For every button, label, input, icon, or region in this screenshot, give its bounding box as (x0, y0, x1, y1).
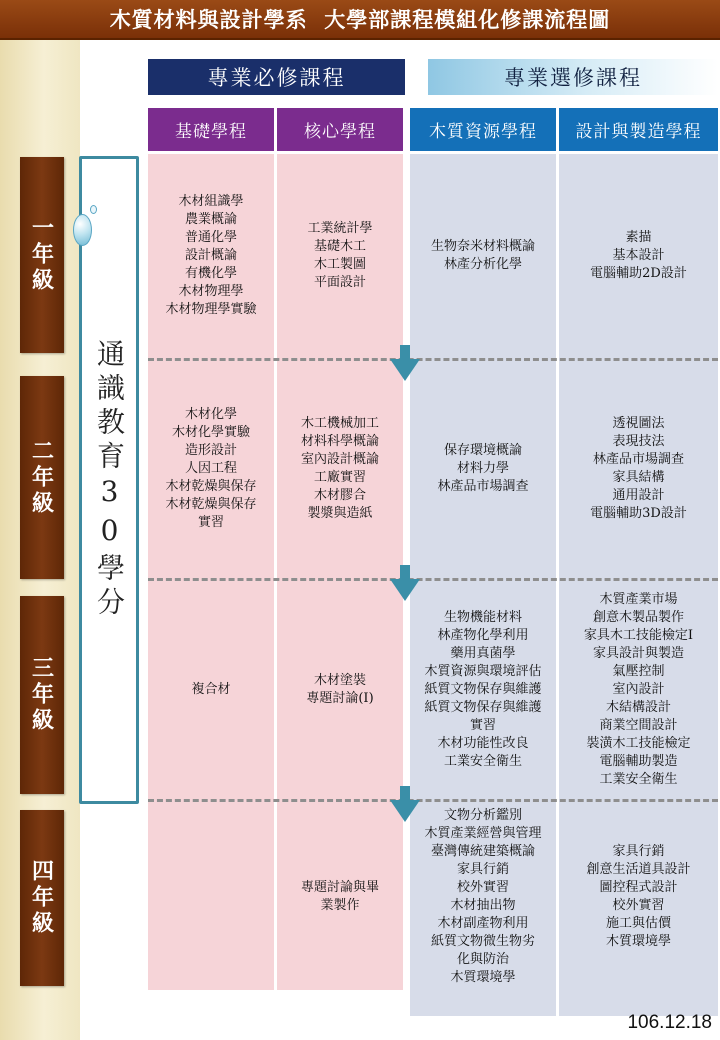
course-item: 工業安全衛生 (599, 772, 678, 787)
divider-year-3-4 (148, 799, 718, 802)
course-item: 木材抽出物 (450, 898, 516, 913)
course-item: 木質環境學 (605, 934, 671, 949)
course-cell-core (277, 582, 403, 798)
course-item: 木材物理學實驗 (165, 302, 257, 317)
course-item: 裝潢木工技能檢定 (586, 736, 691, 751)
course-item: 實習 (197, 515, 224, 530)
year-2-text: 二年級 (28, 438, 55, 517)
course-item: 業製作 (320, 898, 360, 913)
course-cell-design (559, 362, 718, 576)
course-cell-design (559, 582, 718, 798)
course-item: 木工製圖 (313, 257, 366, 272)
course-item: 工廠實習 (313, 470, 366, 485)
course-item: 木材塗裝 (313, 673, 366, 688)
course-cell-resource (410, 582, 556, 798)
course-item: 文物分析鑑別 (443, 808, 522, 823)
course-item: 木質環境學 (450, 970, 516, 985)
course-item: 林產分析化學 (443, 257, 522, 272)
course-item: 家具行銷 (456, 862, 509, 877)
course-item: 臺灣傳統建築概論 (430, 844, 535, 859)
course-item: 家具結構 (612, 470, 665, 485)
revision-date: 106.12.18 (627, 1012, 712, 1033)
course-item: 基本設計 (612, 248, 665, 263)
course-item: 創意木製品製作 (592, 610, 684, 625)
course-item: 農業概論 (184, 212, 237, 227)
course-cell-design (559, 804, 718, 990)
course-item: 化與防治 (456, 952, 509, 967)
course-item: 林產品市場調查 (592, 452, 684, 467)
course-item: 圖控程式設計 (599, 880, 678, 895)
course-item: 木材功能性改良 (437, 736, 529, 751)
year-1-text: 一年級 (28, 216, 55, 294)
course-item: 材料科學概論 (300, 434, 379, 449)
course-item: 木材乾燥與保存 (165, 497, 257, 512)
column-header-design: 設計與製造學程 (559, 108, 718, 151)
course-item: 專題討論(I) (306, 691, 374, 706)
course-item: 普通化學 (184, 230, 237, 245)
column-header-core: 核心學程 (277, 108, 403, 151)
course-cell-core (277, 156, 403, 356)
course-item: 透視圖法 (612, 416, 665, 431)
column-header-basic: 基礎學程 (148, 108, 274, 151)
course-item: 木質產業經營與管理 (424, 826, 542, 841)
divider-year-2-3 (148, 578, 718, 581)
course-item: 表現技法 (612, 434, 665, 449)
course-cell-resource (410, 362, 556, 576)
course-item: 家具行銷 (612, 844, 665, 859)
course-item: 人因工程 (184, 461, 237, 476)
course-item: 工業安全衛生 (443, 754, 522, 769)
course-cell-design (559, 156, 718, 356)
course-cell-basic (148, 804, 274, 990)
course-item: 工業統計學 (307, 221, 373, 236)
course-item: 木材物理學 (178, 284, 244, 299)
course-item: 木材乾燥與保存 (165, 479, 257, 494)
elective-courses-header: 專業選修課程 (428, 59, 718, 95)
course-cell-core (277, 362, 403, 576)
course-item: 基礎木工 (313, 239, 366, 254)
year-2-label (20, 376, 64, 579)
year-4-label (20, 810, 64, 986)
course-item: 造形設計 (184, 443, 237, 458)
course-item: 林產品市場調查 (437, 479, 529, 494)
divider-year-1-2 (148, 358, 718, 361)
year-1-label (20, 157, 64, 353)
course-item: 木質產業市場 (599, 592, 678, 607)
course-item: 家具木工技能檢定I (583, 628, 694, 643)
course-item: 通用設計 (612, 488, 665, 503)
year-3-label (20, 596, 64, 794)
course-item: 設計概論 (184, 248, 237, 263)
small-bubble-icon (90, 205, 97, 214)
course-item: 木材膠合 (313, 488, 366, 503)
course-item: 創意生活道具設計 (586, 862, 691, 877)
year-3-text: 三年級 (28, 656, 55, 734)
course-item: 平面設計 (313, 275, 366, 290)
bubble-icon (73, 214, 92, 246)
course-cell-basic (148, 362, 274, 576)
course-item: 施工與估價 (605, 916, 671, 931)
course-item: 室內設計 (612, 682, 665, 697)
course-item: 校外實習 (456, 880, 509, 895)
course-item: 木結構設計 (605, 700, 671, 715)
course-item: 複合材 (191, 682, 231, 697)
course-item: 製漿與造紙 (307, 506, 373, 521)
course-item: 保存環境概論 (443, 443, 522, 458)
column-header-resource: 木質資源學程 (410, 108, 556, 151)
course-item: 生物機能材料 (443, 610, 522, 625)
course-item: 生物奈米材料概論 (430, 239, 535, 254)
course-item: 專題討論與畢 (300, 880, 379, 895)
course-item: 木材化學 (184, 407, 237, 422)
page-title: 木質材料與設計學系 大學部課程模組化修課流程圖 (0, 0, 720, 40)
course-cell-basic (148, 156, 274, 356)
course-item: 紙質文物保存與維護 (424, 682, 542, 697)
general-education-box (79, 156, 139, 804)
course-item: 商業空間設計 (599, 718, 678, 733)
course-item: 室內設計概論 (300, 452, 379, 467)
course-item: 藥用真菌學 (450, 646, 516, 661)
course-item: 電腦輔助製造 (599, 754, 678, 769)
course-item: 木材副產物利用 (437, 916, 529, 931)
course-item: 木材組識學 (178, 194, 244, 209)
course-cell-resource (410, 804, 556, 990)
course-item: 氣壓控制 (612, 664, 665, 679)
general-education-text: 通識教育30學分 (93, 339, 126, 621)
course-cell-basic (148, 582, 274, 798)
course-item: 電腦輔助2D設計 (590, 266, 687, 281)
course-item: 紙質文物保存與維護 (424, 700, 542, 715)
course-item: 木工機械加工 (300, 416, 379, 431)
course-item: 家具設計與製造 (592, 646, 684, 661)
course-item: 林產物化學利用 (437, 628, 529, 643)
course-cell-resource (410, 156, 556, 356)
course-item: 校外實習 (612, 898, 665, 913)
course-item: 素描 (625, 230, 652, 245)
required-courses-header: 專業必修課程 (148, 59, 405, 95)
course-cell-core (277, 804, 403, 990)
year-4-text: 四年級 (28, 859, 55, 937)
course-item: 電腦輔助3D設計 (590, 506, 687, 521)
course-item: 有機化學 (184, 266, 237, 281)
course-item: 材料力學 (456, 461, 509, 476)
course-item: 木材化學實驗 (171, 425, 250, 440)
course-item: 實習 (469, 718, 496, 733)
course-item: 紙質文物微生物劣 (430, 934, 535, 949)
course-item: 木質資源與環境評估 (424, 664, 542, 679)
